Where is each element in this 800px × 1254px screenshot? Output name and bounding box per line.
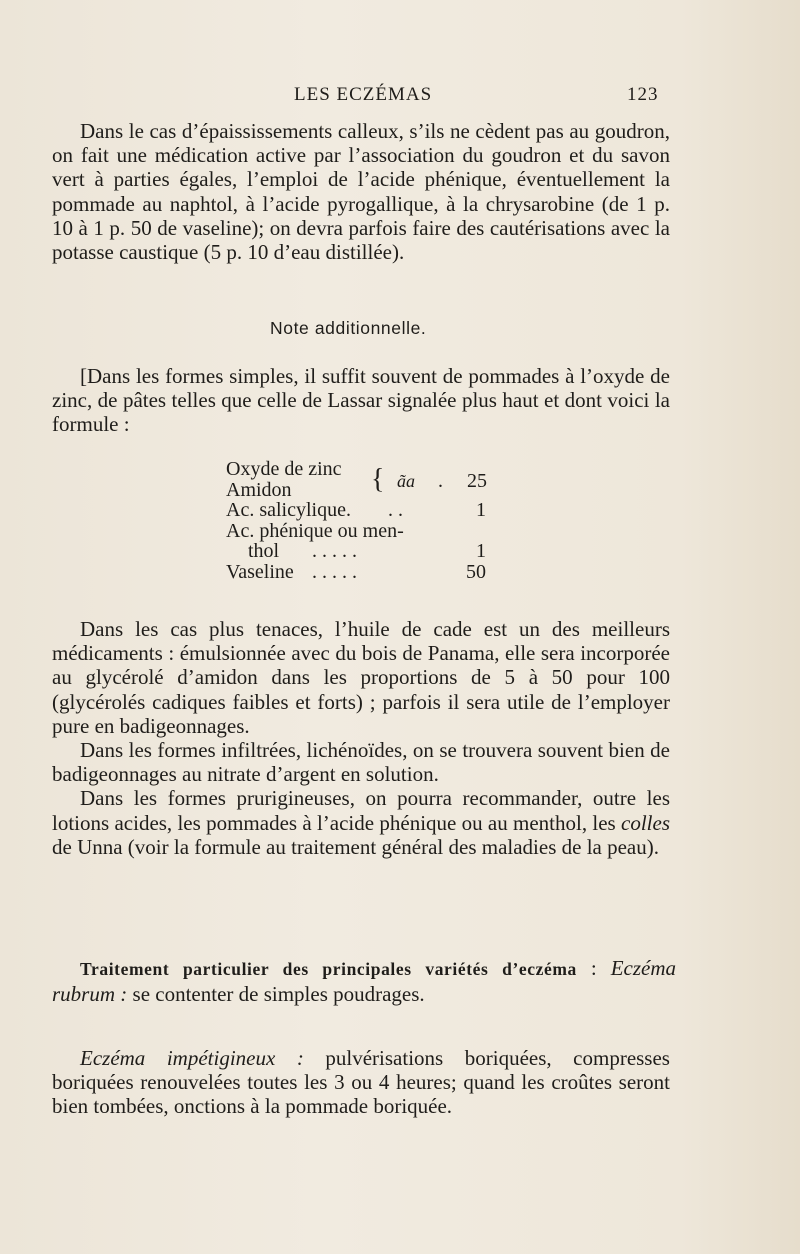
- paragraph-text: [52, 1046, 670, 1119]
- formula-row: [226, 500, 516, 521]
- ingredient-quantity: 50: [466, 560, 486, 583]
- text-run: Dans les formes prurigineuses, on pourra recommander, outre les lotions acides, les pommades à l’acide phénique ou au menthol, les: [52, 786, 670, 835]
- note-heading: Note additionnelle.: [270, 318, 427, 338]
- paragraph-text: Dans le cas d’épaississements calleux, s’ils ne cèdent pas au goudron, on fait une médication active par l’association du goudron et du savon vert à parties égales, l’emploi de l’acide phénique, éventuellement la pommade au naphtol, à l’acide pyrogallique, à la chrysarobine (de 1 p. 10 à 1 p. 50 de vaseline); on devra parfois faire des cautérisations avec la potasse caustique (5 p. 10 d’eau distillée).: [52, 119, 670, 265]
- ingredient-name: Amidon: [226, 478, 292, 501]
- paragraph-text: [52, 956, 676, 1007]
- leader-dots: . .: [388, 499, 403, 521]
- ingredient-quantity: 25: [467, 470, 487, 492]
- variety-name: Eczéma rubrum :: [52, 956, 677, 1006]
- leader-dot: .: [438, 470, 443, 492]
- paragraph-text: Dans les cas plus tenaces, l’huile de cade est un des meilleurs médicaments : émulsionnée avec du bois de Panama, elle sera incorporée au glycérolé d’amidon dans les proportions de 5 à 50 pour 100 (glycérolés cadiques faibles et forts) ; parfois il sera utile de l’employer pure en badigeonnages.: [52, 617, 670, 738]
- ingredient-name: Ac. salicylique.: [226, 499, 351, 521]
- formula-row: [226, 521, 516, 542]
- paragraph-impetigineux: [52, 1046, 670, 1119]
- running-header: [0, 84, 800, 110]
- formula-row: [226, 541, 516, 562]
- paragraph-text: [52, 786, 670, 859]
- ingredient-quantity: 1: [476, 540, 486, 562]
- text-run: se contenter de simples poudrages.: [127, 982, 425, 1006]
- paragraph-text: Dans les formes infiltrées, lichénoïdes, on se trouvera souvent bien de badigeonnages au nitrate d’argent en solution.: [52, 738, 670, 787]
- leader-dots: . . . . .: [312, 560, 357, 583]
- ana-mark: ãa: [397, 471, 415, 491]
- formula-table: [226, 459, 516, 582]
- text-run: de Unna (voir la formule au traitement général des maladies de la peau).: [52, 834, 659, 859]
- separator: :: [576, 956, 611, 980]
- formula-row: [226, 562, 516, 583]
- ingredient-name: Vaseline: [226, 560, 294, 583]
- section-heading-paragraph: [52, 956, 676, 1007]
- ingredient-name: Oxyde de zinc: [226, 458, 342, 480]
- paragraph-cas-tenaces: [52, 617, 670, 859]
- ingredient-quantity: 1: [476, 499, 486, 521]
- leader-dots: . . . . .: [312, 540, 357, 562]
- italic-text: colles: [621, 810, 670, 835]
- section-heading: Traitement particulier des principales variétés d’eczéma: [80, 959, 577, 979]
- paragraph-formes-simples: [52, 364, 670, 437]
- variety-name: Eczéma impétigineux :: [80, 1046, 304, 1070]
- ingredient-name: Ac. phénique ou men-: [226, 519, 404, 542]
- text-run: pulvérisations boriquées, compresses boriquées renouvelées toutes les 3 ou 4 heures; quand les croûtes seront bien tombées, onctions à la pommade boriquée.: [52, 1046, 670, 1119]
- ingredient-name: thol: [248, 540, 280, 562]
- page-number: 123: [627, 84, 659, 105]
- brace-icon: {: [371, 464, 385, 495]
- paragraph-calleux: [52, 119, 670, 264]
- paragraph-text: [Dans les formes simples, il suffit souvent de pommades à l’oxyde de zinc, de pâtes telles que celle de Lassar signalée plus haut et dont voici la formule :: [52, 364, 670, 437]
- running-title: LES ECZÉMAS: [294, 84, 433, 105]
